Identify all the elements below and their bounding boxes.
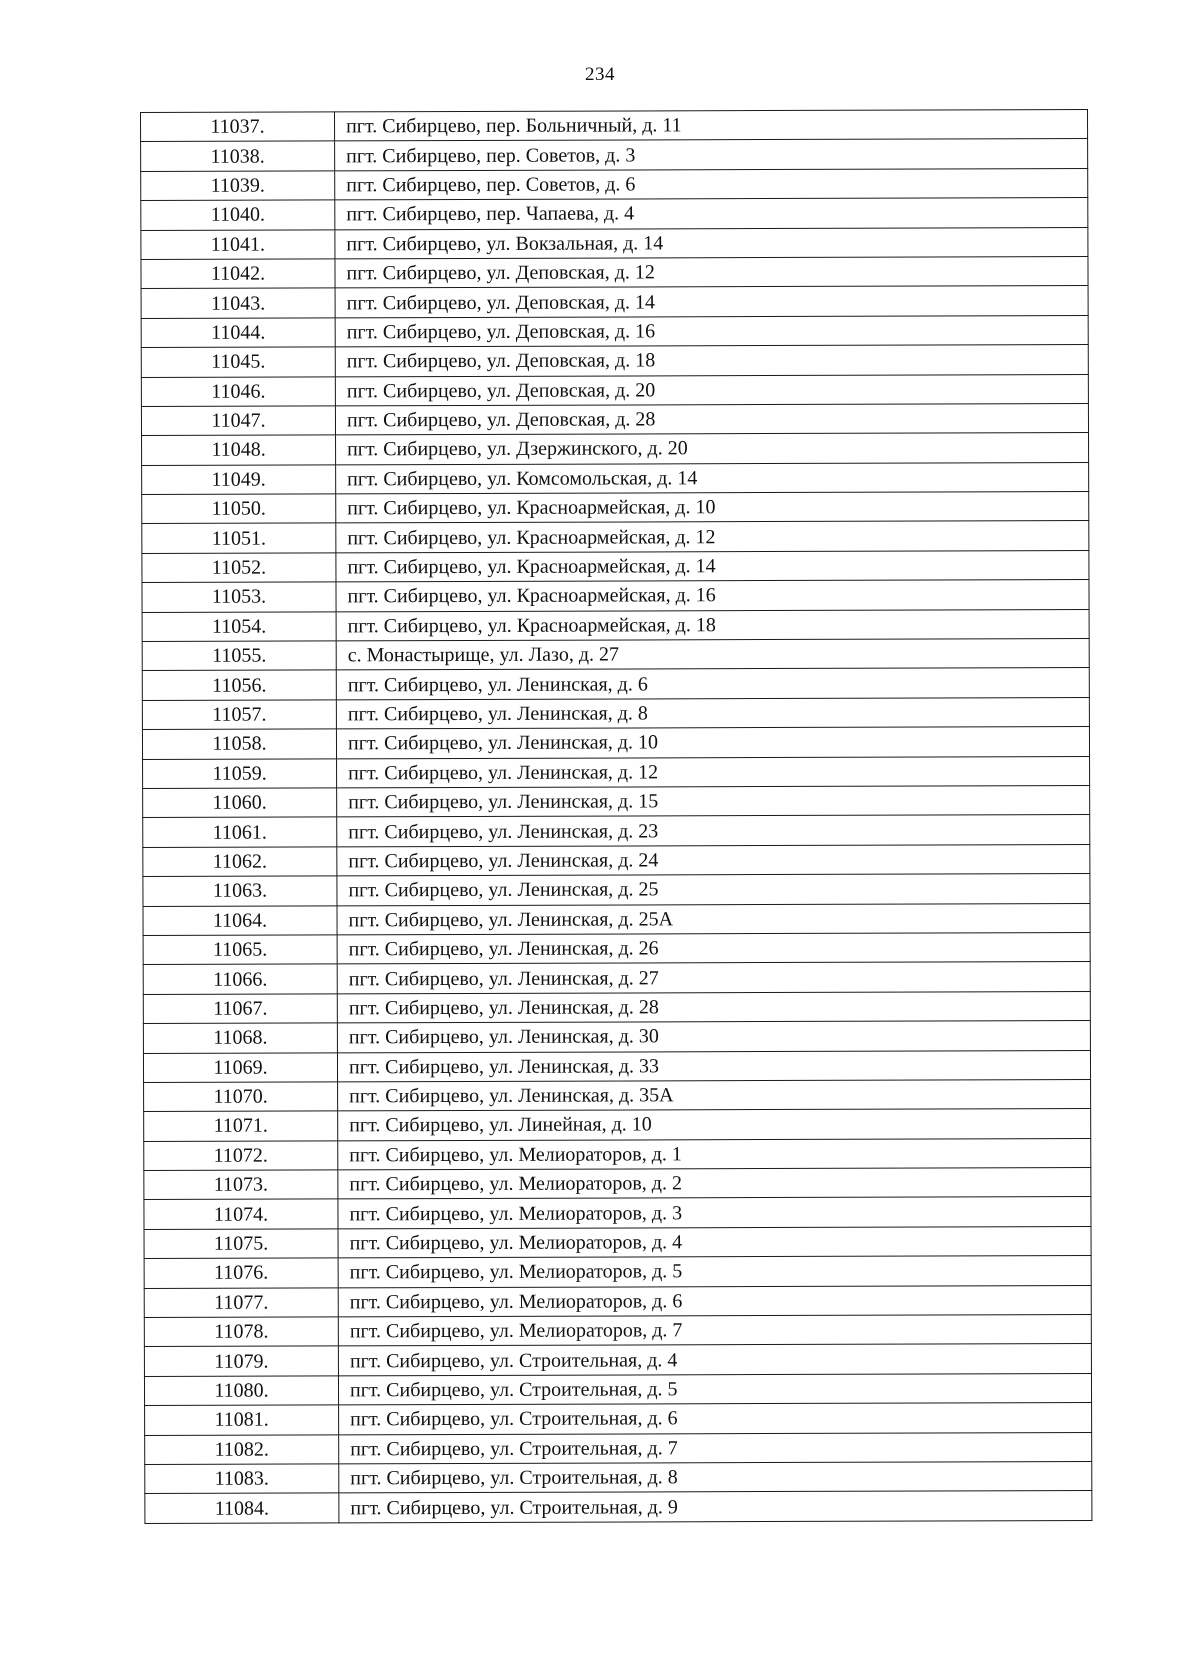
row-address: пгт. Сибирцево, ул. Строительная, д. 5	[338, 1373, 1091, 1405]
row-address: пгт. Сибирцево, пер. Советов, д. 3	[335, 139, 1088, 171]
row-number: 11046.	[141, 376, 335, 406]
table-row	[144, 1226, 1091, 1258]
row-number: 11075.	[144, 1229, 338, 1259]
address-table-body	[141, 110, 1092, 1524]
row-address: пгт. Сибирцево, ул. Ленинская, д. 28	[337, 991, 1090, 1023]
row-address: пгт. Сибирцево, ул. Линейная, д. 10	[338, 1109, 1091, 1141]
row-address: пгт. Сибирцево, ул. Ленинская, д. 12	[337, 756, 1090, 788]
row-address: пгт. Сибирцево, пер. Чапаева, д. 4	[335, 198, 1088, 230]
row-address: пгт. Сибирцево, ул. Ленинская, д. 25	[337, 874, 1090, 906]
table-row	[142, 697, 1089, 729]
table-row	[141, 110, 1088, 142]
row-address: пгт. Сибирцево, ул. Мелиораторов, д. 7	[338, 1315, 1091, 1347]
table-row	[143, 844, 1090, 876]
row-number: 11037.	[141, 112, 335, 142]
row-number: 11045.	[141, 347, 335, 377]
row-address: пгт. Сибирцево, ул. Строительная, д. 9	[339, 1491, 1092, 1523]
row-number: 11076.	[144, 1258, 338, 1288]
row-number: 11042.	[141, 259, 335, 289]
table-row	[143, 1050, 1090, 1082]
row-address: пгт. Сибирцево, ул. Ленинская, д. 27	[337, 962, 1090, 994]
row-address: пгт. Сибирцево, ул. Комсомольская, д. 14	[336, 462, 1089, 494]
row-number: 11067.	[143, 994, 337, 1024]
table-row	[143, 932, 1090, 964]
table-row	[144, 1285, 1091, 1317]
row-number: 11057.	[142, 700, 336, 730]
row-address: пгт. Сибирцево, ул. Дзержинского, д. 20	[336, 433, 1089, 465]
row-address: пгт. Сибирцево, ул. Красноармейская, д. 14	[336, 550, 1089, 582]
row-number: 11074.	[144, 1199, 338, 1229]
table-row	[141, 403, 1088, 435]
table-row	[144, 1168, 1091, 1200]
row-number: 11082.	[145, 1434, 339, 1464]
row-address: пгт. Сибирцево, ул. Деповская, д. 16	[335, 315, 1088, 347]
table-row	[142, 521, 1089, 553]
table-row	[141, 168, 1088, 200]
table-row	[143, 815, 1090, 847]
row-address: пгт. Сибирцево, ул. Вокзальная, д. 14	[335, 227, 1088, 259]
address-table	[140, 109, 1092, 1524]
table-row	[144, 1197, 1091, 1229]
table-row	[143, 756, 1090, 788]
table-row	[143, 1021, 1090, 1053]
row-address: с. Монастырище, ул. Лазо, д. 27	[336, 639, 1089, 671]
table-row	[141, 374, 1088, 406]
row-number: 11054.	[142, 612, 336, 642]
row-address: пгт. Сибирцево, ул. Красноармейская, д. 10	[336, 492, 1089, 524]
table-row	[144, 1138, 1091, 1170]
row-number: 11053.	[142, 582, 336, 612]
row-address: пгт. Сибирцево, ул. Ленинская, д. 35А	[338, 1079, 1091, 1111]
row-address: пгт. Сибирцево, ул. Ленинская, д. 33	[337, 1050, 1090, 1082]
table-row	[145, 1461, 1092, 1493]
row-number: 11059.	[143, 758, 337, 788]
table-row	[145, 1432, 1092, 1464]
table-row	[143, 786, 1090, 818]
row-number: 11077.	[144, 1288, 338, 1318]
row-number: 11078.	[144, 1317, 338, 1347]
row-number: 11049.	[142, 465, 336, 495]
row-address: пгт. Сибирцево, ул. Мелиораторов, д. 6	[338, 1285, 1091, 1317]
row-address: пгт. Сибирцево, ул. Мелиораторов, д. 5	[338, 1256, 1091, 1288]
row-number: 11062.	[143, 847, 337, 877]
row-number: 11038.	[141, 141, 335, 171]
row-number: 11083.	[145, 1464, 339, 1494]
row-number: 11052.	[142, 553, 336, 583]
table-row	[145, 1491, 1092, 1523]
table-row	[142, 580, 1089, 612]
row-address: пгт. Сибирцево, ул. Деповская, д. 12	[335, 256, 1088, 288]
row-number: 11065.	[143, 935, 337, 965]
table-row	[142, 639, 1089, 671]
row-address: пгт. Сибирцево, ул. Строительная, д. 8	[339, 1461, 1092, 1493]
row-address: пгт. Сибирцево, ул. Ленинская, д. 15	[337, 786, 1090, 818]
table-row	[142, 727, 1089, 759]
row-number: 11081.	[145, 1405, 339, 1435]
table-row	[144, 1109, 1091, 1141]
table-row	[142, 668, 1089, 700]
row-number: 11056.	[142, 670, 336, 700]
table-row	[142, 492, 1089, 524]
row-address: пгт. Сибирцево, ул. Деповская, д. 14	[335, 286, 1088, 318]
row-number: 11060.	[143, 788, 337, 818]
row-number: 11063.	[143, 876, 337, 906]
row-number: 11044.	[141, 318, 335, 348]
row-address: пгт. Сибирцево, ул. Ленинская, д. 23	[337, 815, 1090, 847]
row-number: 11073.	[144, 1170, 338, 1200]
table-row	[144, 1373, 1091, 1405]
row-number: 11040.	[141, 200, 335, 230]
row-address: пгт. Сибирцево, ул. Ленинская, д. 26	[337, 932, 1090, 964]
row-number: 11061.	[143, 817, 337, 847]
row-number: 11071.	[144, 1111, 338, 1141]
table-row	[144, 1344, 1091, 1376]
table-row	[142, 550, 1089, 582]
table-row	[143, 962, 1090, 994]
row-number: 11072.	[144, 1141, 338, 1171]
row-number: 11051.	[142, 523, 336, 553]
row-number: 11066.	[143, 964, 337, 994]
row-number: 11080.	[144, 1376, 338, 1406]
row-number: 11079.	[144, 1346, 338, 1376]
table-row	[143, 874, 1090, 906]
table-row	[142, 609, 1089, 641]
row-address: пгт. Сибирцево, ул. Красноармейская, д. 16	[336, 580, 1089, 612]
table-row	[141, 227, 1088, 259]
row-number: 11047.	[141, 406, 335, 436]
row-address: пгт. Сибирцево, ул. Мелиораторов, д. 2	[338, 1168, 1091, 1200]
row-address: пгт. Сибирцево, ул. Ленинская, д. 25А	[337, 903, 1090, 935]
row-address: пгт. Сибирцево, ул. Ленинская, д. 10	[336, 727, 1089, 759]
row-number: 11041.	[141, 229, 335, 259]
row-address: пгт. Сибирцево, ул. Строительная, д. 7	[339, 1432, 1092, 1464]
row-address: пгт. Сибирцево, ул. Красноармейская, д. 18	[336, 609, 1089, 641]
page-number: 234	[585, 64, 615, 85]
row-number: 11068.	[143, 1023, 337, 1053]
table-row	[143, 903, 1090, 935]
table-row	[141, 286, 1088, 318]
table-row	[142, 462, 1089, 494]
row-number: 11048.	[142, 435, 336, 465]
row-number: 11058.	[142, 729, 336, 759]
row-address: пгт. Сибирцево, ул. Строительная, д. 6	[339, 1403, 1092, 1435]
table-row	[143, 991, 1090, 1023]
table-row	[141, 345, 1088, 377]
row-number: 11050.	[142, 494, 336, 524]
row-address: пгт. Сибирцево, ул. Ленинская, д. 24	[337, 844, 1090, 876]
table-row	[144, 1256, 1091, 1288]
row-address: пгт. Сибирцево, пер. Советов, д. 6	[335, 168, 1088, 200]
table-row	[141, 198, 1088, 230]
row-address: пгт. Сибирцево, ул. Мелиораторов, д. 4	[338, 1226, 1091, 1258]
row-address: пгт. Сибирцево, ул. Красноармейская, д. 12	[336, 521, 1089, 553]
table-row	[141, 139, 1088, 171]
row-address: пгт. Сибирцево, ул. Ленинская, д. 8	[336, 697, 1089, 729]
row-address: пгт. Сибирцево, ул. Мелиораторов, д. 3	[338, 1197, 1091, 1229]
row-number: 11070.	[144, 1082, 338, 1112]
table-row	[144, 1079, 1091, 1111]
table-row	[141, 315, 1088, 347]
row-number: 11039.	[141, 171, 335, 201]
table-row	[144, 1315, 1091, 1347]
row-address: пгт. Сибирцево, ул. Деповская, д. 20	[335, 374, 1088, 406]
row-number: 11055.	[142, 641, 336, 671]
row-address: пгт. Сибирцево, ул. Ленинская, д. 6	[336, 668, 1089, 700]
row-address: пгт. Сибирцево, ул. Ленинская, д. 30	[337, 1021, 1090, 1053]
row-address: пгт. Сибирцево, пер. Больничный, д. 11	[335, 110, 1088, 142]
row-number: 11043.	[141, 288, 335, 318]
row-number: 11069.	[143, 1052, 337, 1082]
row-address: пгт. Сибирцево, ул. Строительная, д. 4	[338, 1344, 1091, 1376]
table-row	[141, 256, 1088, 288]
table-row	[145, 1403, 1092, 1435]
table-row	[142, 433, 1089, 465]
row-number: 11084.	[145, 1493, 339, 1523]
row-address: пгт. Сибирцево, ул. Мелиораторов, д. 1	[338, 1138, 1091, 1170]
row-address: пгт. Сибирцево, ул. Деповская, д. 18	[335, 345, 1088, 377]
row-address: пгт. Сибирцево, ул. Деповская, д. 28	[335, 403, 1088, 435]
row-number: 11064.	[143, 905, 337, 935]
